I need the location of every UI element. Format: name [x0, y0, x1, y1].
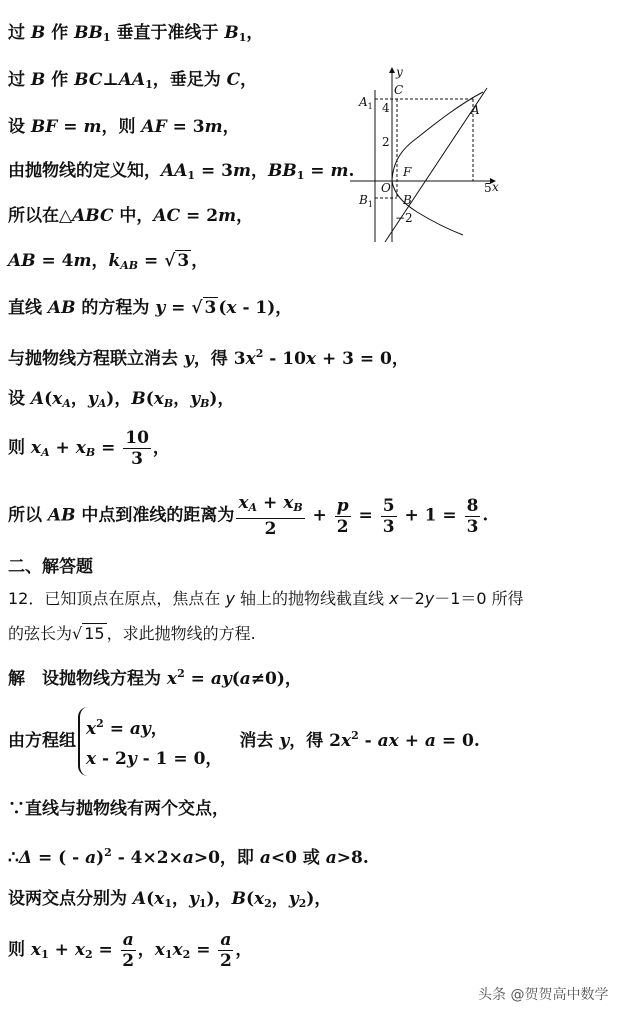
line-8: 与抛物线方程联立消去 y，得 $3x^2 - 10x + 3 = 0$，: [8, 347, 409, 369]
solution-line-2: 由方程组 $x^2$ = ay， x - 2y - 1 = 0， 消去 y，得 $2x^2$ - ax + a = 0.: [8, 707, 480, 776]
sqrt-sign: √: [164, 251, 176, 271]
label-neg2: −2: [395, 211, 413, 225]
label-5: 5: [484, 181, 492, 195]
line-4: 由抛物线的定义知，$AA_1 = 3m$，$BB_1 = m$.: [8, 161, 355, 182]
label-a: A: [471, 103, 480, 117]
equation-system: $x^2$ = ay， x - 2y - 1 = 0，: [78, 707, 222, 776]
fraction-10-3: $\frac{10}{3}$: [125, 428, 149, 469]
line-2: 过 B 作 $BC\perp AA_1$，垂足为 C，: [8, 70, 258, 91]
label-x: x: [492, 180, 499, 194]
watermark: 头条 @贺贺高中数学: [478, 987, 609, 1003]
problem-12-line-2: 的弦长为√ 15 ，求此抛物线的方程.: [8, 624, 256, 643]
fraction-a-2b: $\frac{a}{2}$: [219, 930, 232, 971]
solution-line-3: ∵直线与抛物线有两个交点，: [8, 799, 229, 819]
fraction-a-2: $\frac{a}{2}$: [122, 930, 135, 971]
problem-12-line-1: 12．已知顶点在原点，焦点在 y 轴上的抛物线截直线 x－2y－1＝0 所得: [8, 589, 524, 608]
line-1: 过 B 作 $BB_1$ 垂直于准线于 $B_1$，: [8, 23, 264, 44]
label-2: 2: [382, 135, 390, 149]
fraction-5-3: $\frac{5}{3}$: [382, 495, 395, 537]
line-10: 则 $x_A + x_B$ = $\frac{10}{3}$ ，: [8, 428, 170, 469]
label-c: C: [394, 83, 404, 97]
label-b1: $B_1$: [359, 193, 373, 209]
solution-line-5: 设两交点分别为 $A(x_1$，$y_1$)，$B(x_2$，$y_2$)，: [8, 889, 332, 910]
label-4: 4: [382, 101, 390, 115]
line-3: 设 BF = m，则 AF = 3m，: [8, 117, 240, 137]
label-y: y: [396, 65, 403, 79]
parabola-lower: [392, 181, 463, 235]
line-6: AB = 4m，$k_{AB}$ = √ 3 ，: [8, 251, 209, 272]
label-f: F: [403, 165, 412, 179]
label-b: B: [403, 193, 412, 207]
label-a1: $A_1$: [359, 95, 373, 111]
sqrt-sign: √: [72, 624, 83, 643]
solution-line-4: ∴Δ = ( - a)$^2$ - 4×2×a>0，即 a<0 或 a>8.: [8, 846, 369, 868]
solution-line-6: 则 $x_1 + x_2$ = $\frac{a}{2}$ ，$x_1x_2$ = $\frac{a}{2}$ ，: [8, 930, 253, 971]
line-11: 所以 AB 中点到准线的距离为 $\frac{x_A + x_B}{2}$ + $\frac{p}{2}$ = $\frac{5}{3}$ + 1 = $\frac{8}{3}$ .: [8, 493, 489, 539]
fraction-p-2: $\frac{p}{2}$: [336, 495, 349, 537]
label-o: O: [381, 181, 391, 195]
solution-line-1: 解 设抛物线方程为 $x^2 = ay(a\ne 0)$，: [8, 667, 302, 689]
line-5: 所以在△ABC 中，AC = 2m，: [8, 206, 254, 226]
section-heading: 二、解答题: [8, 557, 93, 577]
sqrt-sign: √: [191, 298, 203, 318]
parabola-diagram: [345, 60, 505, 245]
line-9: 设 $A(x_A$，$y_A$)，$B(x_B$，$y_B$)，: [8, 389, 235, 410]
fraction-8-3: $\frac{8}{3}$: [466, 495, 479, 537]
line-7: 直线 AB 的方程为 y = √ 3 (x - 1)，: [8, 298, 293, 318]
fraction-midpoint: $\frac{x_A + x_B}{2}$: [238, 493, 303, 539]
